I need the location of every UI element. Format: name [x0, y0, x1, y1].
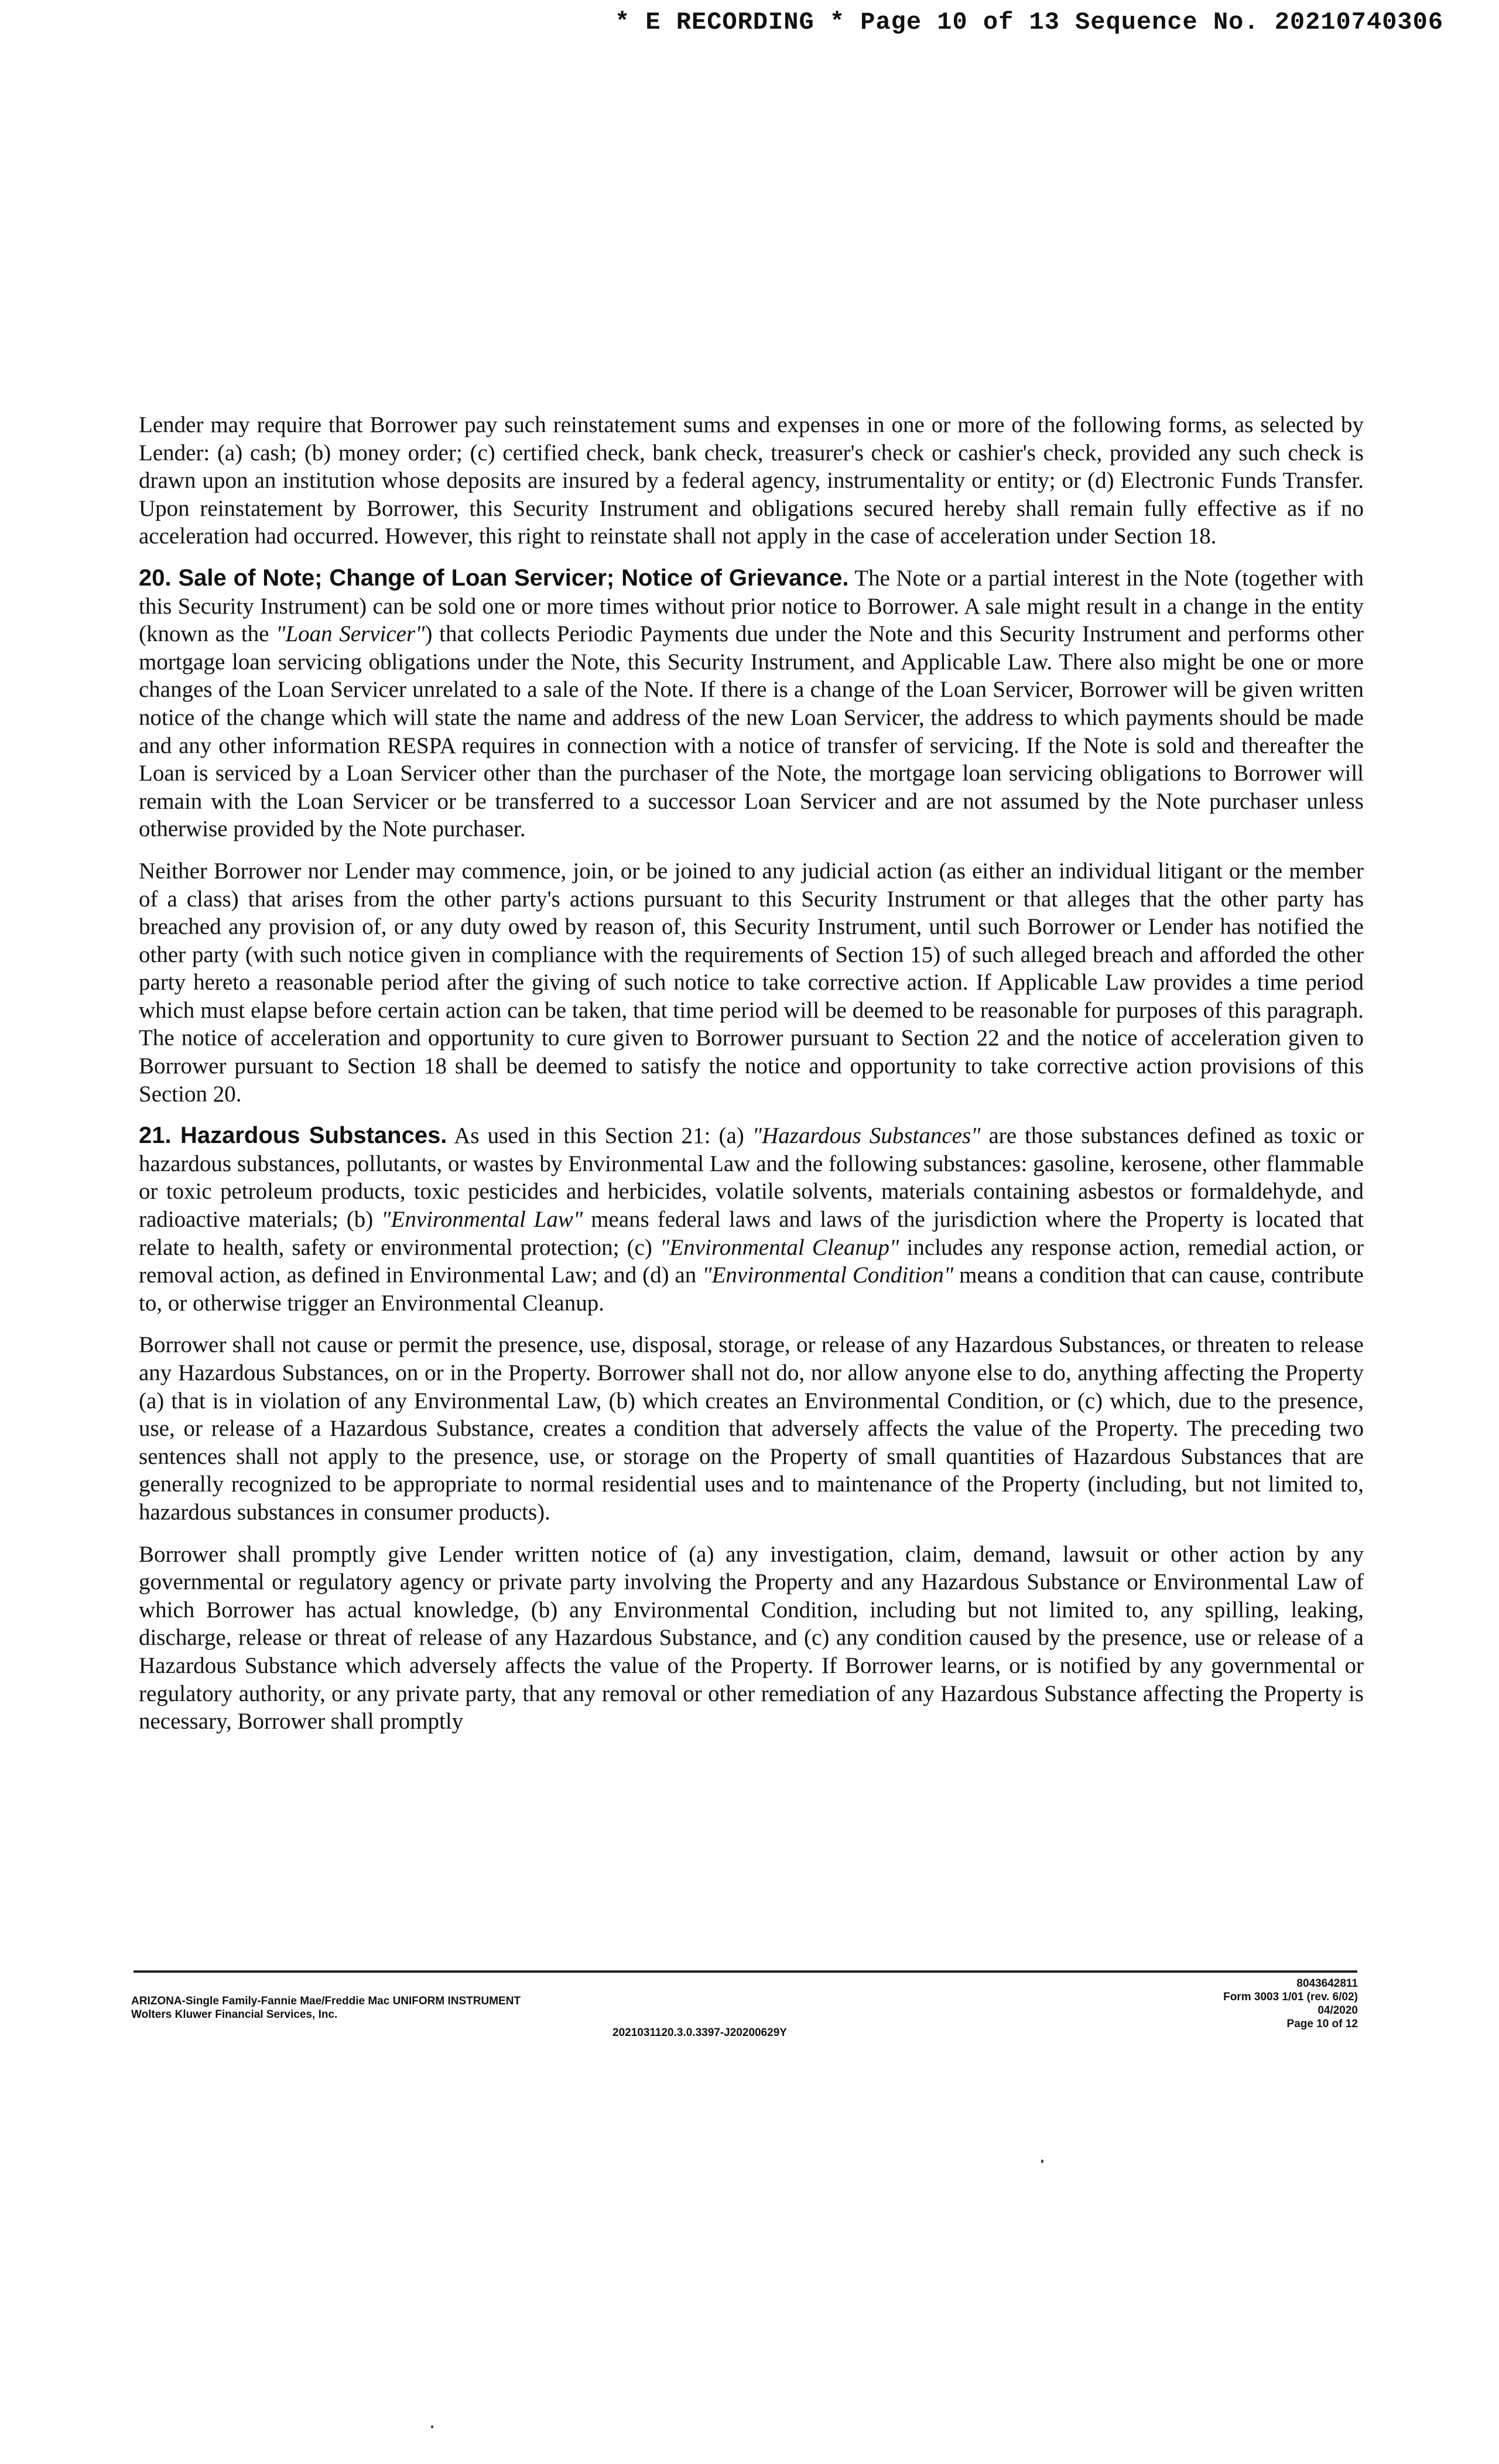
term-environmental-condition: "Environmental Condition": [702, 1262, 954, 1288]
footer-form-date: 04/2020: [1317, 2004, 1358, 2017]
footer-loan-number: 8043642811: [1296, 1977, 1358, 1990]
term-hazardous-substances: "Hazardous Substances": [752, 1123, 981, 1149]
footer-page-label: Page 10 of 12: [1286, 2018, 1358, 2030]
section-20-heading: 20. Sale of Note; Change of Loan Servicer; Notice of Grievance.: [139, 564, 849, 591]
footer-instrument-name: ARIZONA-Single Family-Fannie Mae/Freddie Mac UNIFORM INSTRUMENT: [131, 1995, 521, 2007]
footer-publisher: Wolters Kluwer Financial Services, Inc.: [131, 2008, 338, 2021]
term-loan-servicer: "Loan Servicer": [276, 621, 425, 647]
recording-header: * E RECORDING * Page 10 of 13 Sequence No. 20210740306: [615, 8, 1444, 36]
document-body: [139, 411, 1364, 1750]
term-environmental-law: "Environmental Law": [381, 1207, 583, 1233]
footer-document-code: 2021031120.3.0.3397-J20200629Y: [612, 2027, 787, 2039]
section-21-text-1: As used in this Section 21: (a): [447, 1123, 752, 1149]
section-21-paragraph: [139, 1122, 1364, 1317]
section-21-paragraph-3: Borrower shall promptly give Lender written notice of (a) any investigation, claim, demand, lawsuit or other action by any governmental or regulatory agency or private party involving the Property and any Hazardous Substance or Environmental Law of which Borrower has actual knowledge, (b) any Environmental Condition, including but not limited to, any spilling, leaking, discharge, release or threat of release of any Hazardous Substance, and (c) any condition caused by the presence, use or release of a Hazardous Substance which adversely affects the value of the Property. If Borrower learns, or is notified by any governmental or regulatory authority, or any private party, that any removal or other remediation of any Hazardous Substance affecting the Property is necessary, Borrower shall promptly: [139, 1541, 1364, 1734]
section-21-text-2: are those substances defined as toxic or hazardous substances, pollutants, or wastes by Environmental Law and the following substances: gasoline, kerosene, other flammable or toxic petroleum products, toxic pesticides and herbicides, volatile solvents, materials containing asbestos or formaldehyde, and radioactive materials; (b): [139, 1123, 1364, 1233]
section-20-paragraph: [139, 564, 1364, 843]
section-20-text-1: The Note or a partial interest in the Note (together with this Security Instrument) can be sold one or more times without prior notice to Borrower. A sale might result in a change in the entity (known as the: [139, 565, 1364, 647]
footer-form-number: Form 3003 1/01 (rev. 6/02): [1223, 1991, 1358, 2003]
section-20-text-2: ) that collects Periodic Payments due under the Note and this Security Instrument and performs other mortgage loan servicing obligations under the Note, this Security Instrument, and Applicable Law. There also might be one or more changes of the Loan Servicer unrelated to a sale of the Note. If there is a change of the Loan Servicer, Borrower will be given written notice of the change which will state the name and address of the new Loan Servicer, the address to which payments should be made and any other information RESPA requires in connection with a notice of transfer of servicing. If the Note is sold and thereafter the Loan is serviced by a Loan Servicer other than the purchaser of the Note, the mortgage loan servicing obligations to Borrower will remain with the Loan Servicer or be transferred to a successor Loan Servicer and are not assumed by the Note purchaser unless otherwise provided by the Note purchaser.: [139, 621, 1364, 842]
section-21-text-5: means a condition that can cause, contribute to, or otherwise trigger an Environmental Cleanup.: [139, 1262, 1364, 1316]
reinstatement-paragraph: Lender may require that Borrower pay such reinstatement sums and expenses in one or more of the following forms, as selected by Lender: (a) cash; (b) money order; (c) certified check, bank check, treasurer's check or cashier's check, provided any such check is drawn upon an institution whose deposits are insured by a federal agency, instrumentality or entity; or (d) Electronic Funds Transfer. Upon reinstatement by Borrower, this Security Instrument and obligations secured hereby shall remain fully effective as if no acceleration had occurred. However, this right to reinstate shall not apply in the case of acceleration under Section 18.: [139, 412, 1364, 549]
footer-form-info: [1223, 1977, 1358, 2031]
term-environmental-cleanup: "Environmental Cleanup": [660, 1234, 899, 1260]
section-20-paragraph-2: Neither Borrower nor Lender may commence, join, or be joined to any judicial action (as either an individual litigant or the member of a class) that arises from the other party's actions pursuant to this Security Instrument or that alleges that the other party has breached any provision of, or any duty owed by reason of, this Security Instrument, until such Borrower or Lender has notified the other party (with such notice given in compliance with the requirements of Section 15) of such alleged breach and afforded the other party hereto a reasonable period after the giving of such notice to take corrective action. If Applicable Law provides a time period which must elapse before certain action can be taken, that time period will be deemed to be reasonable for purposes of this paragraph. The notice of acceleration and opportunity to cure given to Borrower pursuant to Section 22 and the notice of acceleration given to Borrower pursuant to Section 18 shall be deemed to satisfy the notice and opportunity to take corrective action provisions of this Section 20.: [139, 858, 1364, 1107]
footer-divider: [134, 1970, 1357, 1973]
scan-speck: [431, 2425, 433, 2428]
scan-speck: [1041, 2160, 1043, 2163]
section-21-paragraph-2: Borrower shall not cause or permit the presence, use, disposal, storage, or release of any Hazardous Substances, or threaten to release any Hazardous Substances, on or in the Property. Borrower shall not do, nor allow anyone else to do, anything affecting the Property (a) that is in violation of any Environmental Law, (b) which creates an Environmental Condition, or (c) which, due to the presence, use, or release of a Hazardous Substance, creates a condition that adversely affects the value of the Property. The preceding two sentences shall not apply to the presence, use, or storage on the Property of small quantities of Hazardous Substances that are generally recognized to be appropriate to normal residential uses and to maintenance of the Property (including, but not limited to, hazardous substances in consumer products).: [139, 1332, 1364, 1525]
footer-form-title: [131, 1994, 521, 2021]
section-21-text-3: means federal laws and laws of the jurisdiction where the Property is located that relate to health, safety or environmental protection; (c): [139, 1207, 1364, 1260]
section-21-heading: 21. Hazardous Substances.: [139, 1123, 447, 1149]
section-21-text-4: includes any response action, remedial action, or removal action, as defined in Environmental Law; and (d) an: [139, 1234, 1364, 1288]
